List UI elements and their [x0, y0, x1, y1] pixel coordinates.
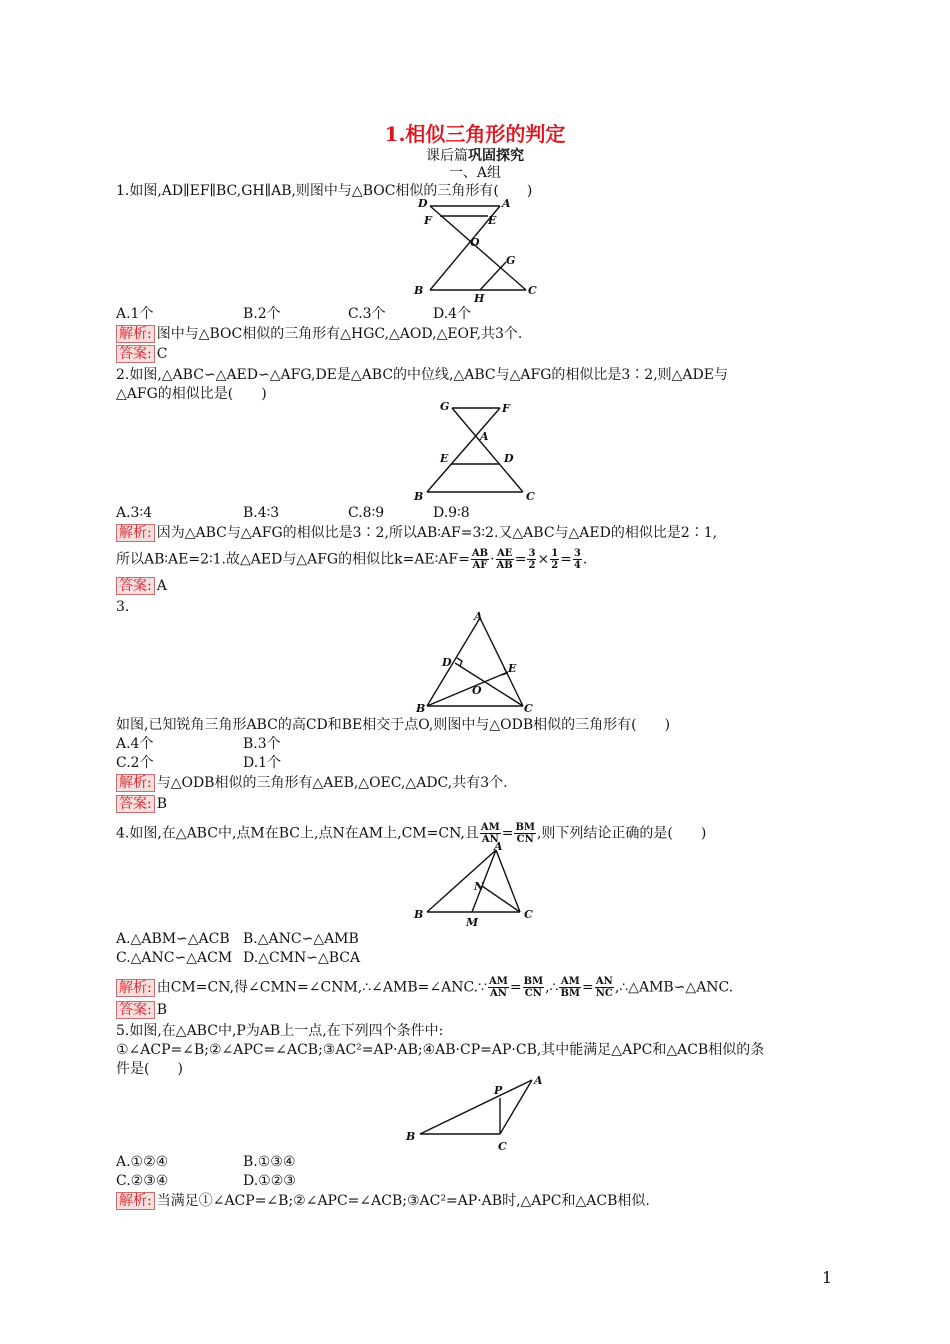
subtitle-bold: 巩固探究	[468, 148, 524, 164]
q1-label-o: O	[470, 236, 480, 249]
q2-label-b: B	[414, 490, 424, 503]
q1-label-c: C	[528, 284, 537, 297]
q2-label-a: A	[480, 430, 489, 443]
frac-num: AE	[496, 548, 513, 559]
q3-option-a: A.4个	[116, 736, 154, 752]
frac-num: AN	[595, 976, 613, 987]
q5-text-2: ①∠ACP=∠B;②∠APC=∠ACB;③AC²=AP·AB;④AB·CP=AP·CB,其中能满足△APC和△ACB相似的条	[116, 1042, 765, 1058]
q1-analysis-text: 图中与△BOC相似的三角形有△HGC,△AOD,△EOF,共3个.	[156, 326, 523, 342]
q3-option-c: C.2个	[116, 755, 154, 771]
q5-text-1: 5.如图,在△ABC中,P为AB上一点,在下列四个条件中:	[116, 1023, 444, 1039]
frac-den: AN	[481, 834, 499, 845]
fraction	[523, 976, 545, 999]
q2-text-2: △AFG的相似比是( )	[116, 386, 267, 402]
fraction	[471, 548, 489, 571]
q3-analysis-text: 与△ODB相似的三角形有△AEB,△OEC,△ADC,共有3个.	[156, 775, 508, 791]
q4-option-a: A.△ABM∽△ACB	[116, 931, 230, 947]
q2-option-b: B.4∶3	[243, 505, 280, 521]
frac-num: AM	[560, 976, 580, 987]
q4-option-c: C.△ANC∽△ACM	[116, 950, 233, 966]
q3-number: 3.	[116, 599, 130, 615]
q1-option-c: C.3个	[348, 306, 386, 322]
analysis-tag: 解析:	[116, 325, 155, 343]
q1-figure	[410, 194, 550, 306]
q4-option-d: D.△CMN∽△BCA	[243, 950, 361, 966]
q5-analysis-text: 当满足①∠ACP=∠B;②∠APC=∠ACB;③AC²=AP·AB时,△APC和△ACB相似.	[156, 1193, 650, 1209]
q4-analysis: 解析: 由CM=CN,得∠CMN=∠CNM,∴∠AMB=∠ANC.∵ $\frac{AM}{AN}$ = $\frac{BM}{CN}$ ,∴ $\frac{AM}{BM}$ = $\frac{AN}{NC}$ ,∴△AMB∽△ANC.	[116, 976, 733, 999]
q1-option-a: A.1个	[116, 306, 154, 322]
q2-option-a: A.3∶4	[116, 505, 153, 521]
answer-tag: 答案:	[116, 1001, 155, 1019]
q3-label-c: C	[524, 702, 533, 714]
q2-analysis-text-2: 所以AB∶AE=2∶1.故△AED与△AFG的相似比k=AE∶AF=	[116, 551, 470, 568]
q1-option-b: B.2个	[243, 306, 281, 322]
answer-tag: 答案:	[116, 577, 155, 595]
q3-analysis	[116, 774, 508, 792]
fraction	[488, 976, 509, 999]
q4-label-n: N	[474, 880, 485, 893]
frac-num: BM	[523, 976, 544, 987]
q2-label-e: E	[440, 452, 449, 465]
q1-answer	[116, 345, 167, 363]
q1-label-a: A	[502, 197, 511, 210]
q4-text-pre: 4.如图,在△ABC中,点M在BC上,点N在AM上,CM=CN,且	[116, 825, 479, 842]
analysis-tag: 解析:	[116, 524, 155, 542]
q5-label-a: A	[534, 1074, 543, 1087]
q3-option-d: D.1个	[243, 755, 282, 771]
analysis-tag: 解析:	[116, 1192, 155, 1210]
q1-option-d: D.4个	[433, 306, 472, 322]
answer-tag: 答案:	[116, 345, 155, 363]
frac-den: NC	[595, 988, 613, 999]
q1-label-d: D	[418, 197, 428, 210]
q4-label-b: B	[414, 908, 424, 921]
q4-label-a: A	[494, 840, 503, 853]
q2-label-c: C	[526, 490, 535, 503]
q5-option-d: D.①②③	[243, 1173, 296, 1189]
frac-num: 3	[573, 548, 581, 559]
frac-num: AM	[489, 976, 508, 987]
q2-option-d: D.9∶8	[433, 505, 470, 521]
subtitle-normal: 课后篇	[426, 148, 468, 164]
q3-option-b: B.3个	[243, 736, 281, 752]
frac-den: AN	[489, 988, 507, 999]
q2-option-c: C.8∶9	[348, 505, 385, 521]
analysis-tag: 解析:	[116, 979, 155, 997]
q2-answer-text: A	[156, 578, 167, 594]
q5-analysis	[116, 1192, 650, 1210]
q3-label-a: A	[474, 610, 483, 623]
fraction	[496, 548, 514, 571]
page-title: 1.相似三角形的判定	[384, 122, 566, 146]
q4-text: 4.如图,在△ABC中,点M在BC上,点N在AM上,CM=CN,且 $\frac{AM}{AN}$ = $\frac{BM}{CN}$ ,则下列结论正确的是( )	[116, 822, 707, 845]
frac-num: 1	[551, 548, 559, 559]
fraction	[527, 548, 536, 571]
q4-analysis-post: ,∴△AMB∽△ANC.	[614, 979, 734, 996]
q2-analysis-2: 所以AB∶AE=2∶1.故△AED与△AFG的相似比k=AE∶AF= $\frac{AB}{AF}$ · $\frac{AE}{AB}$ = $\frac{3}{2}$ × $\frac{1}{2}$ = $\frac{3}{4}$ .	[116, 548, 588, 571]
q5-option-a: A.①②④	[116, 1154, 169, 1170]
q4-figure	[410, 840, 550, 932]
q5-figure	[400, 1070, 560, 1154]
q3-text: 如图,已知锐角三角形ABC的高CD和BE相交于点O,则图中与△ODB相似的三角形有( )	[116, 717, 671, 733]
q3-label-e: E	[508, 662, 517, 675]
frac-den: AB	[496, 560, 513, 571]
q2-analysis-text-1: 因为△ABC与△AFG的相似比是3∶2,所以AB∶AF=3∶2.又△ABC与△AED的相似比是2∶1,	[156, 525, 718, 541]
q3-figure	[410, 608, 550, 714]
analysis-tag: 解析:	[116, 774, 155, 792]
q5-label-b: B	[406, 1130, 416, 1143]
q1-text: 1.如图,AD∥EF∥BC,GH∥AB,则图中与△BOC相似的三角形有( )	[116, 183, 533, 199]
q2-label-d: D	[504, 452, 514, 465]
q2-text-1: 2.如图,△ABC∽△AED∽△AFG,DE是△ABC的中位线,△ABC与△AFG的相似比是3∶2,则△ADE与	[116, 367, 728, 383]
q3-label-d: D	[442, 656, 452, 669]
frac-num: AM	[480, 822, 500, 833]
q4-label-c: C	[524, 908, 533, 921]
q3-label-b: B	[416, 702, 426, 714]
frac-num: 3	[528, 548, 536, 559]
frac-den: BM	[560, 988, 580, 999]
q3-answer	[116, 795, 167, 813]
frac-den: 4	[573, 560, 581, 571]
q1-label-g: G	[506, 254, 516, 267]
q3-answer-text: B	[156, 796, 168, 812]
q5-label-c: C	[498, 1140, 507, 1153]
q5-text-3: 件是( )	[116, 1061, 183, 1077]
fraction	[595, 976, 614, 999]
q4-analysis-pre: 由CM=CN,得∠CMN=∠CNM,∴∠AMB=∠ANC.∵	[156, 979, 488, 996]
page-number: 1	[822, 1268, 833, 1287]
fraction	[559, 976, 581, 999]
q5-option-c: C.②③④	[116, 1173, 169, 1189]
q1-label-h: H	[474, 292, 485, 305]
frac-num: AB	[471, 548, 489, 559]
frac-den: CN	[516, 834, 534, 845]
q2-label-g: G	[440, 400, 450, 413]
q1-label-e: E	[488, 214, 497, 227]
q1-analysis	[116, 325, 522, 343]
q2-label-f: F	[502, 402, 510, 415]
q4-answer-text: B	[156, 1002, 168, 1018]
q3-label-o: O	[472, 684, 482, 697]
q2-answer	[116, 577, 167, 595]
fraction	[573, 548, 582, 571]
q4-label-m: M	[466, 916, 479, 929]
q4-text-post: ,则下列结论正确的是( )	[536, 825, 707, 842]
group-heading: 一、A组	[448, 165, 502, 181]
frac-den: 2	[551, 560, 559, 571]
q4-option-b: B.△ANC∽△AMB	[243, 931, 359, 947]
frac-den: AF	[472, 560, 488, 571]
q4-answer	[116, 1001, 167, 1019]
answer-tag: 答案:	[116, 795, 155, 813]
q5-label-p: P	[494, 1084, 503, 1097]
frac-den: CN	[524, 988, 542, 999]
q1-label-f: F	[424, 214, 432, 227]
q2-analysis-1	[116, 524, 717, 542]
frac-den: 2	[528, 560, 536, 571]
fraction	[550, 548, 559, 571]
q1-answer-text: C	[156, 346, 168, 362]
frac-num: BM	[515, 822, 535, 833]
q2-figure	[410, 398, 550, 504]
q5-option-b: B.①③④	[243, 1154, 296, 1170]
q1-label-b: B	[414, 284, 424, 297]
